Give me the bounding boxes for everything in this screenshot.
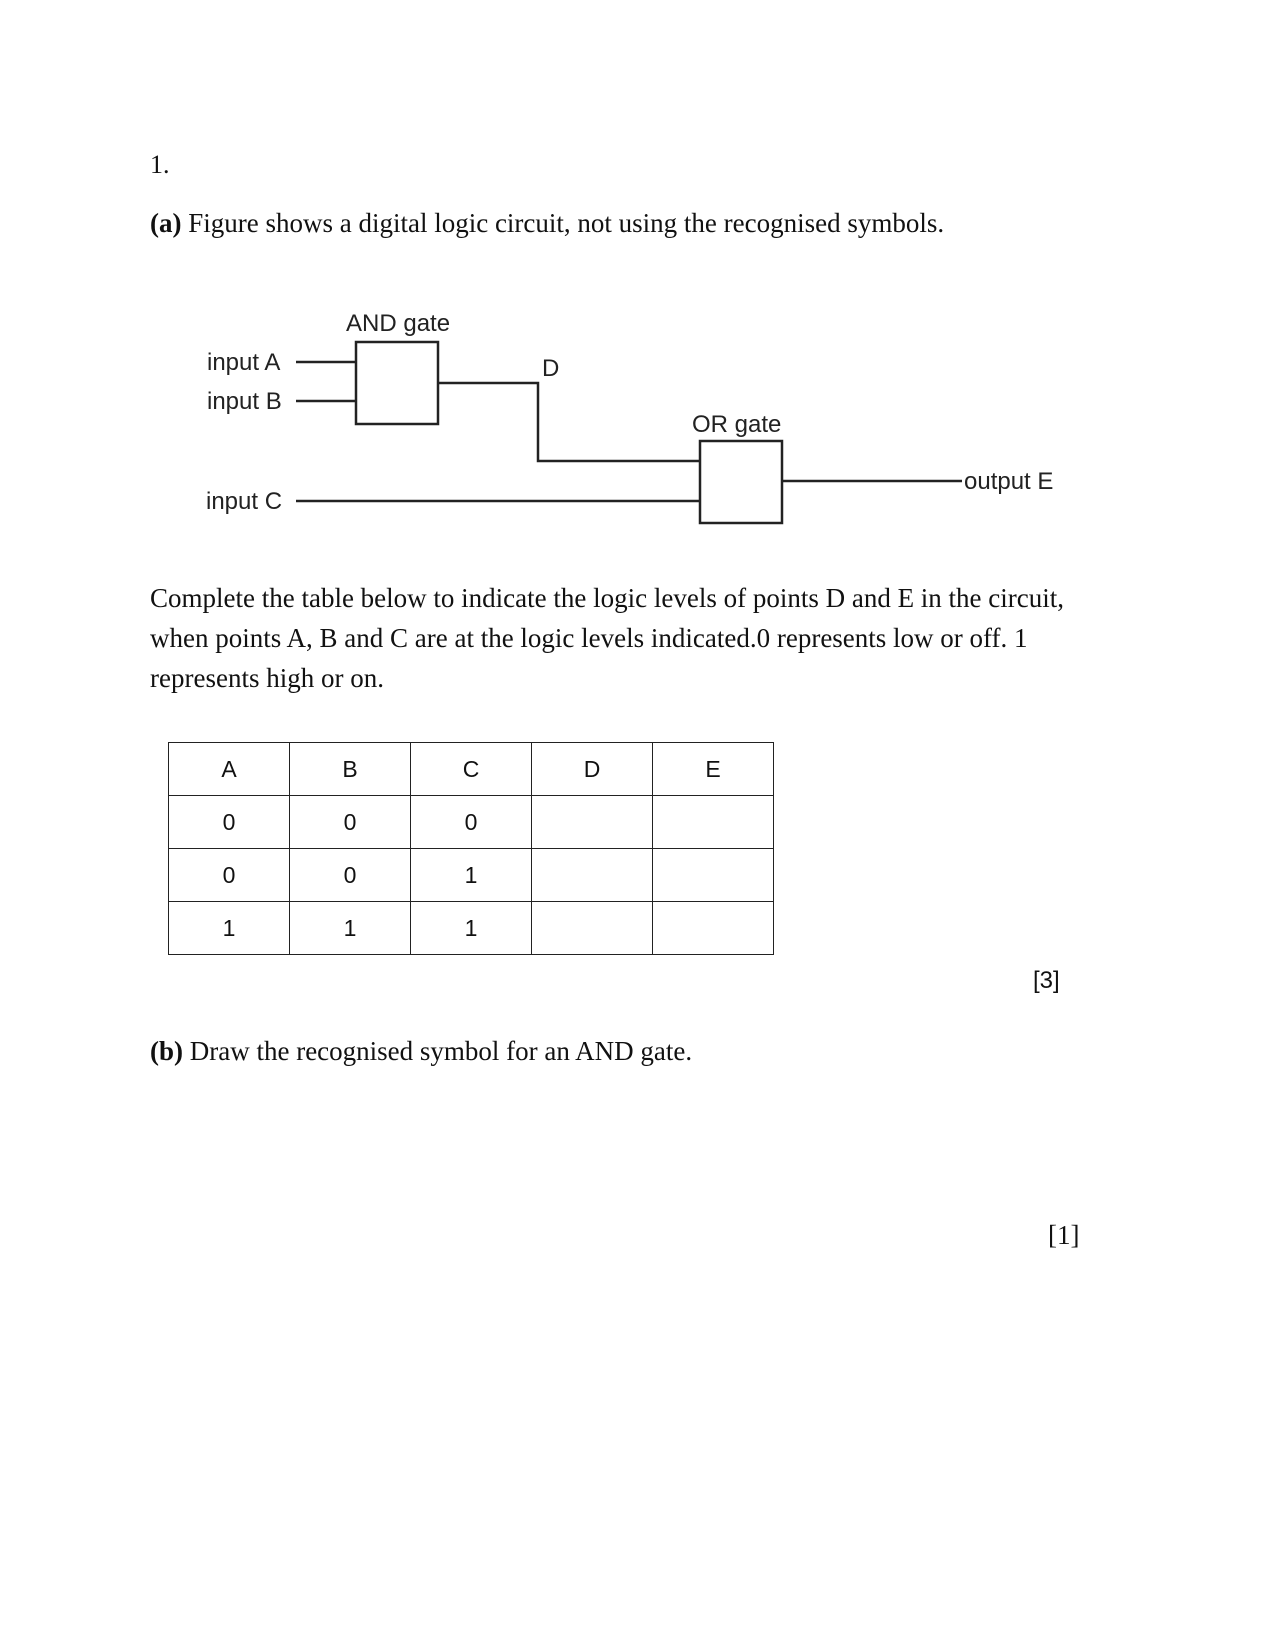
header-c: C xyxy=(411,743,532,796)
truth-table xyxy=(168,742,774,955)
table-header-row xyxy=(169,743,774,796)
cell-b: 0 xyxy=(290,849,411,902)
cell-e-answer[interactable] xyxy=(653,902,774,955)
part-b-label: (b) xyxy=(150,1036,183,1066)
table-row xyxy=(169,796,774,849)
part-b-marks: [1] xyxy=(1048,1220,1080,1250)
cell-d-answer[interactable] xyxy=(532,902,653,955)
and-gate-label: AND gate xyxy=(346,310,451,337)
cell-a: 0 xyxy=(169,796,290,849)
part-a-marks: [3] xyxy=(1033,967,1060,994)
and-gate-box xyxy=(356,342,438,424)
input-c-label: input C xyxy=(206,488,283,515)
cell-a: 1 xyxy=(169,902,290,955)
table-row xyxy=(169,902,774,955)
header-a: A xyxy=(169,743,290,796)
cell-e-answer[interactable] xyxy=(653,849,774,902)
cell-b: 0 xyxy=(290,796,411,849)
cell-d-answer[interactable] xyxy=(532,849,653,902)
cell-b: 1 xyxy=(290,902,411,955)
cell-c: 0 xyxy=(411,796,532,849)
or-gate-label: OR gate xyxy=(692,411,782,438)
logic-circuit-diagram xyxy=(0,0,1275,560)
header-b: B xyxy=(290,743,411,796)
part-a-text: Figure shows a digital logic circuit, not using the recognised symbols. xyxy=(188,208,945,238)
part-b-text: Draw the recognised symbol for an AND gate. xyxy=(189,1036,693,1066)
cell-d-answer[interactable] xyxy=(532,796,653,849)
header-e: E xyxy=(653,743,774,796)
input-a-label: input A xyxy=(207,349,281,376)
point-d-label: D xyxy=(542,355,560,382)
cell-c: 1 xyxy=(411,849,532,902)
part-a-label: (a) xyxy=(150,208,182,238)
cell-e-answer[interactable] xyxy=(653,796,774,849)
cell-a: 0 xyxy=(169,849,290,902)
question-number: 1. xyxy=(150,150,170,179)
wire-d xyxy=(438,383,700,461)
instructions-text: Complete the table below to indicate the logic levels of points D and E in the circuit, when points A, B and C are at the logic levels indicated.0 represents low or off. 1 represents high or on. xyxy=(150,583,1065,693)
header-d: D xyxy=(532,743,653,796)
part-b-prompt xyxy=(150,1036,692,1067)
or-gate-box xyxy=(700,441,782,523)
output-e-label: output E xyxy=(964,468,1054,495)
input-b-label: input B xyxy=(207,388,282,415)
table-row xyxy=(169,849,774,902)
cell-c: 1 xyxy=(411,902,532,955)
